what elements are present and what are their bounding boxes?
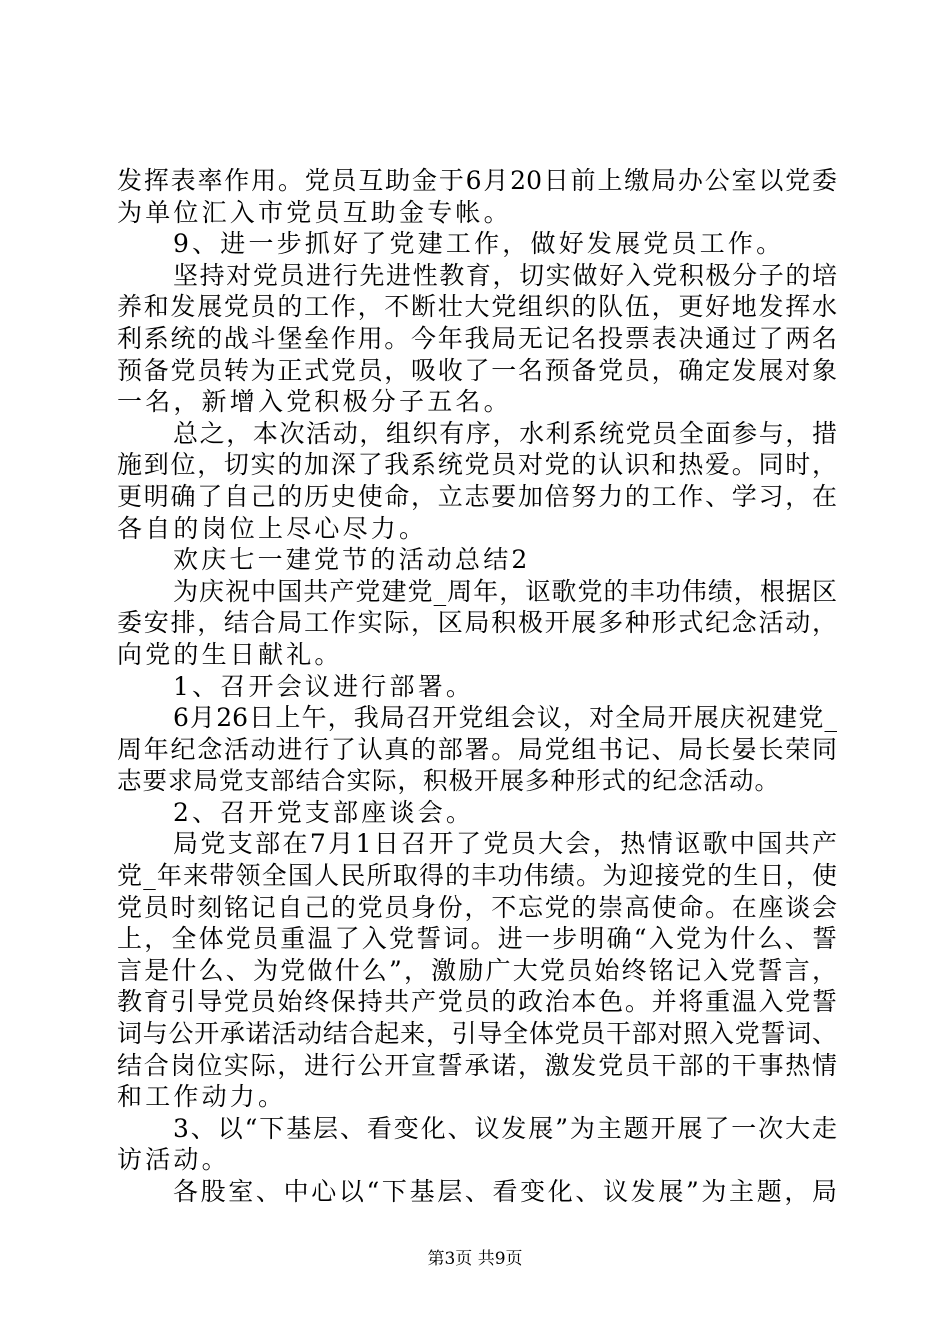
text-line: 2、召开党支部座谈会。	[173, 797, 475, 827]
text-line: 6月26日上午，我局召开党组会议，对全局开展庆祝建党_	[173, 703, 837, 733]
text-line: 养和发展党员的工作，不断壮大党组织的队伍，更好地发挥水	[117, 292, 837, 322]
body-text	[117, 165, 837, 1208]
text-line: 志要求局党支部结合实际，积极开展多种形式的纪念活动。	[117, 766, 780, 796]
text-line: 各股室、中心以“下基层、看变化、议发展”为主题，局	[173, 1177, 837, 1206]
text-line: 为单位汇入市党员互助金专帐。	[117, 197, 512, 227]
text-line: 上，全体党员重温了入党誓词。进一步明确“入党为什么、誓	[117, 924, 837, 954]
text-line: 周年纪念活动进行了认真的部署。局党组书记、局长晏长荣同	[117, 734, 837, 764]
text-line: 向党的生日献礼。	[117, 639, 343, 669]
text-line: 词与公开承诺活动结合起来，引导全体党员干部对照入党誓词、	[117, 1019, 837, 1049]
text-line: 局党支部在7月1日召开了党员大会，热情讴歌中国共产	[173, 829, 837, 859]
text-line: 为庆祝中国共产党建党_周年，讴歌党的丰功伟绩，根据区	[173, 576, 837, 606]
text-line: 更明确了自己的历史使命，立志要加倍努力的工作、学习，在	[117, 481, 837, 511]
text-line: 访活动。	[117, 1145, 230, 1175]
text-line: 发挥表率作用。党员互助金于6月20日前上缴局办公室以党委	[117, 166, 837, 195]
text-line: 和工作动力。	[117, 1082, 287, 1112]
text-line: 结合岗位实际，进行公开宣誓承诺，激发党员干部的干事热情	[117, 1050, 837, 1080]
text-line: 1、召开会议进行部署。	[173, 671, 475, 701]
text-line: 9、进一步抓好了党建工作，做好发展党员工作。	[173, 229, 785, 259]
text-line: 党_年来带领全国人民所取得的丰功伟绩。为迎接党的生日，使	[117, 861, 837, 891]
text-line: 欢庆七一建党节的活动总结2	[173, 545, 531, 575]
text-line: 教育引导党员始终保持共产党员的政治本色。并将重温入党誓	[117, 987, 837, 1017]
text-line: 党员时刻铭记自己的党员身份，不忘党的崇高使命。在座谈会	[117, 892, 837, 922]
text-line: 坚持对党员进行先进性教育，切实做好入党积极分子的培	[173, 260, 837, 290]
text-line: 利系统的战斗堡垒作用。今年我局无记名投票表决通过了两名	[117, 323, 837, 353]
page-footer: 第3页 共9页	[427, 1249, 523, 1269]
text-line: 预备党员转为正式党员，吸收了一名预备党员，确定发展对象	[117, 355, 837, 385]
text-line: 一名，新增入党积极分子五名。	[117, 387, 512, 417]
text-line: 言是什么、为党做什么”，激励广大党员始终铭记入党誓言，	[117, 955, 837, 985]
text-line: 委安排，结合局工作实际，区局积极开展多种形式纪念活动，	[117, 608, 837, 638]
text-line: 3、以“下基层、看变化、议发展”为主题开展了一次大走	[173, 1113, 837, 1143]
text-line: 各自的岗位上尽心尽力。	[117, 513, 428, 543]
text-line: 施到位，切实的加深了我系统党员对党的认识和热爱。同时，	[117, 450, 837, 480]
text-line: 总之，本次活动，组织有序，水利系统党员全面参与，措	[173, 418, 837, 448]
